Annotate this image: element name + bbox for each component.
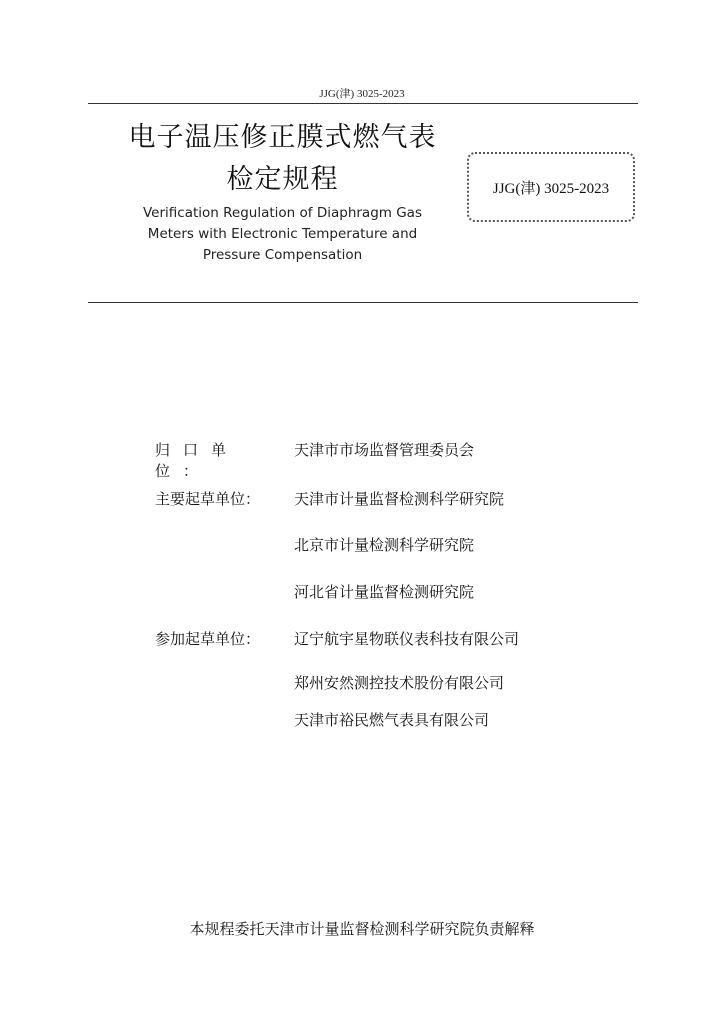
title-en-line1: Verification Regulation of Diaphragm Gas xyxy=(143,205,422,221)
participating-unit-2: 郑州安然测控技术股份有限公司 xyxy=(294,674,505,692)
participating-unit-3: 天津市裕民燃气表具有限公司 xyxy=(294,711,490,729)
main-drafting-unit-2: 北京市计量检测科学研究院 xyxy=(294,536,475,554)
main-drafting-unit-1: 天津市计量监督检测科学研究院 xyxy=(294,490,505,508)
responsible-unit-label: 归口单位： xyxy=(155,441,240,480)
top-divider xyxy=(88,103,638,104)
title-en-line3: Pressure Compensation xyxy=(202,247,363,263)
title-divider xyxy=(88,302,638,303)
interpretation-note: 本规程委托天津市计量监督检测科学研究院负责解释 xyxy=(189,920,535,938)
responsible-unit: 天津市市场监督管理委员会 xyxy=(294,441,475,459)
participating-drafting-label: 参加起草单位： xyxy=(155,630,261,648)
main-drafting-label: 主要起草单位： xyxy=(155,490,261,508)
code-box xyxy=(467,152,635,222)
title-zh-line1: 电子温压修正膜式燃气表 xyxy=(128,122,437,153)
participating-unit-1: 辽宁航宇星物联仪表科技有限公司 xyxy=(294,630,520,648)
code-box-text: JJG(津) 3025-2023 xyxy=(492,180,610,197)
header-code: JJG(津) 3025-2023 xyxy=(319,88,405,100)
title-en-line2: Meters with Electronic Temperature and xyxy=(147,226,418,242)
title-zh-line2: 检定规程 xyxy=(226,164,339,195)
main-drafting-unit-3: 河北省计量监督检测研究院 xyxy=(294,583,475,601)
